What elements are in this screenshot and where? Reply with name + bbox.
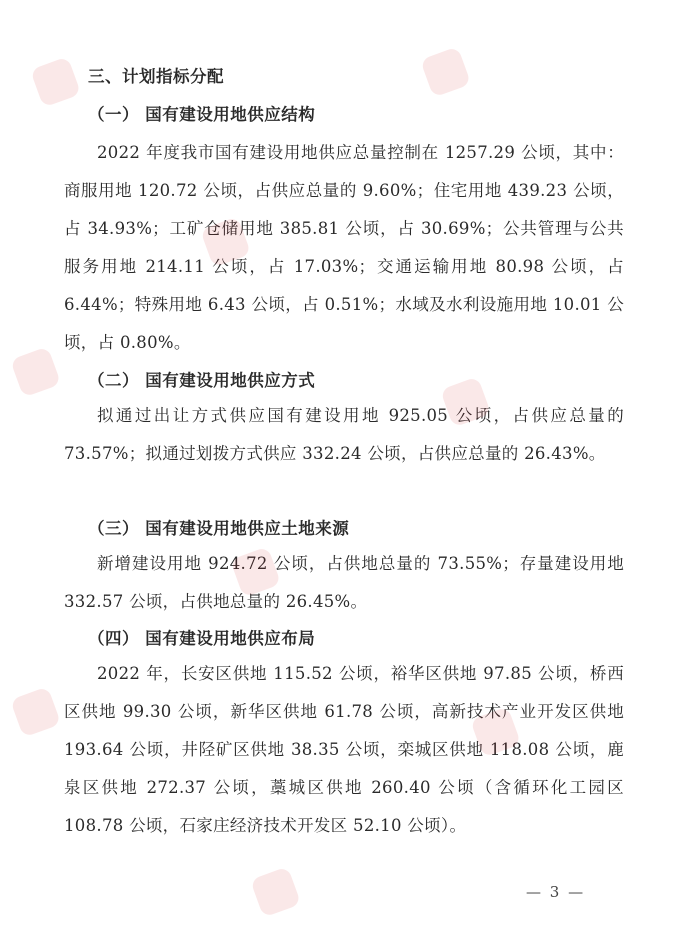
paragraph-supply-structure: 2022 年度我市国有建设用地供应总量控制在 1257.29 公顷，其中：商服用地 120.72 公顷，占供应总量的 9.60%；住宅用地 439.23 公顷，占 34.93%；工矿仓储用地 385.81 公顷，占 30.69%；公共管理与公共服务用地 214.11 公顷，占 17.03%；交通运输用地 80.98 公顷，占 6.44%；特殊用地 6.43 公顷，占 0.51%；水域及水利设施用地 10.01 公顷，占 0.80%。 [64,143,624,352]
paragraph-land-source: 新增建设用地 924.72 公顷，占供地总量的 73.55%；存量建设用地 332.57 公顷，占供地总量的 26.45%。 [64,554,624,611]
section-title: 三、计划指标分配 [88,67,224,86]
subsection-title-3: （三） 国有建设用地供应土地来源 [88,519,350,538]
subsection-title-1: （一） 国有建设用地供应结构 [88,105,316,124]
paragraph-supply-layout: 2022 年，长安区供地 115.52 公顷，裕华区供地 97.85 公顷，桥西区供地 99.30 公顷，新华区供地 61.78 公顷，高新技术产业开发区供地 193.64 公顷，井陉矿区供地 38.35 公顷，栾城区供地 118.08 公顷，鹿泉区供地 272.37 公顷，藁城区供地 260.40 公顷（含循环化工园区 108.78 公顷，石家庄经济技术开发区 52.10 公顷）。 [64,664,624,835]
subsection-title-4: （四） 国有建设用地供应布局 [88,629,316,648]
paragraph-supply-method: 拟通过出让方式供应国有建设用地 925.05 公顷，占供应总量的 73.57%；拟通过划拨方式供应 332.24 公顷，占供应总量的 26.43%。 [64,406,624,463]
subsection-title-2: （二） 国有建设用地供应方式 [88,371,316,390]
page-number: — 3 — [526,883,586,901]
